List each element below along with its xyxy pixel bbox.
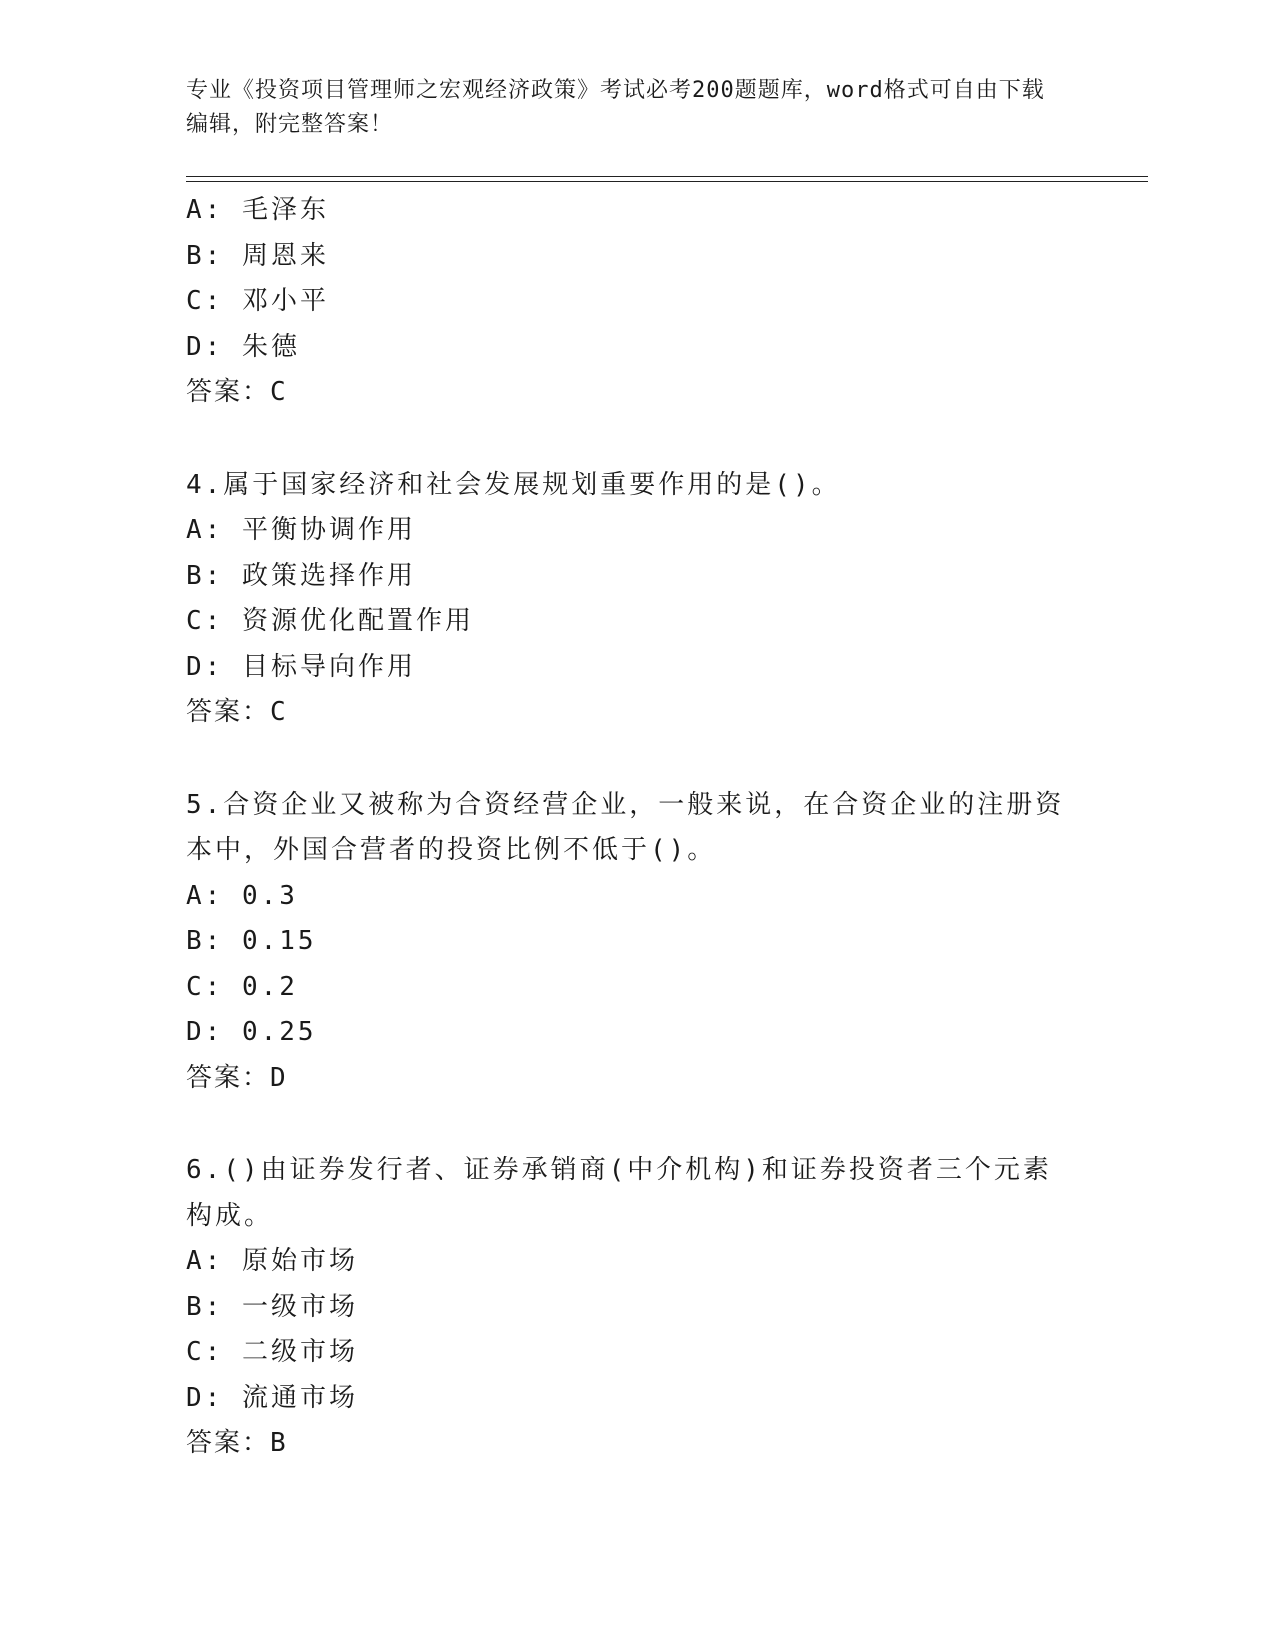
question-text: 6.()由证券发行者、证券承销商(中介机构)和证券投资者三个元素构成。	[186, 1155, 1052, 1231]
question-text: 5.合资企业又被称为合资经营企业，一般来说，在合资企业的注册资本中，外国合营者的投资比例不低于()。	[186, 789, 1065, 865]
question-block-6	[186, 1148, 1066, 1467]
option-c: C: 邓小平	[186, 286, 329, 316]
question-block-3	[186, 188, 1066, 416]
answer-line: 答案：D	[186, 1062, 288, 1093]
option-d: D: 0.25	[186, 1017, 317, 1047]
option-d: D: 目标导向作用	[186, 651, 416, 682]
option-d: D: 流通市场	[186, 1382, 358, 1413]
answer-line: 答案：B	[186, 1428, 288, 1458]
option-c: C: 二级市场	[186, 1337, 358, 1367]
option-b: B: 政策选择作用	[186, 560, 416, 591]
document-header: 专业《投资项目管理师之宏观经济政策》考试必考200题题库，word格式可自由下载编辑，附完整答案！	[186, 78, 1045, 137]
option-a: A: 平衡协调作用	[186, 515, 416, 545]
option-c: C: 资源优化配置作用	[186, 606, 474, 636]
header-rule-bottom	[186, 181, 1148, 182]
option-b: B: 周恩来	[186, 240, 329, 271]
question-text: 4.属于国家经济和社会发展规划重要作用的是()。	[186, 469, 841, 500]
option-b: B: 一级市场	[186, 1291, 358, 1322]
question-block-5	[186, 783, 1066, 1102]
option-b: B: 0.15	[186, 926, 317, 956]
header-rule-top	[186, 176, 1148, 177]
option-a: A: 0.3	[186, 880, 298, 911]
question-block-4	[186, 463, 1066, 736]
answer-line: 答案：C	[186, 377, 288, 407]
option-a: A: 原始市场	[186, 1246, 358, 1276]
option-c: C: 0.2	[186, 971, 298, 1002]
question-list	[186, 188, 1066, 1467]
option-a: A: 毛泽东	[186, 195, 329, 225]
answer-line: 答案：C	[186, 697, 288, 727]
option-d: D: 朱德	[186, 331, 300, 362]
